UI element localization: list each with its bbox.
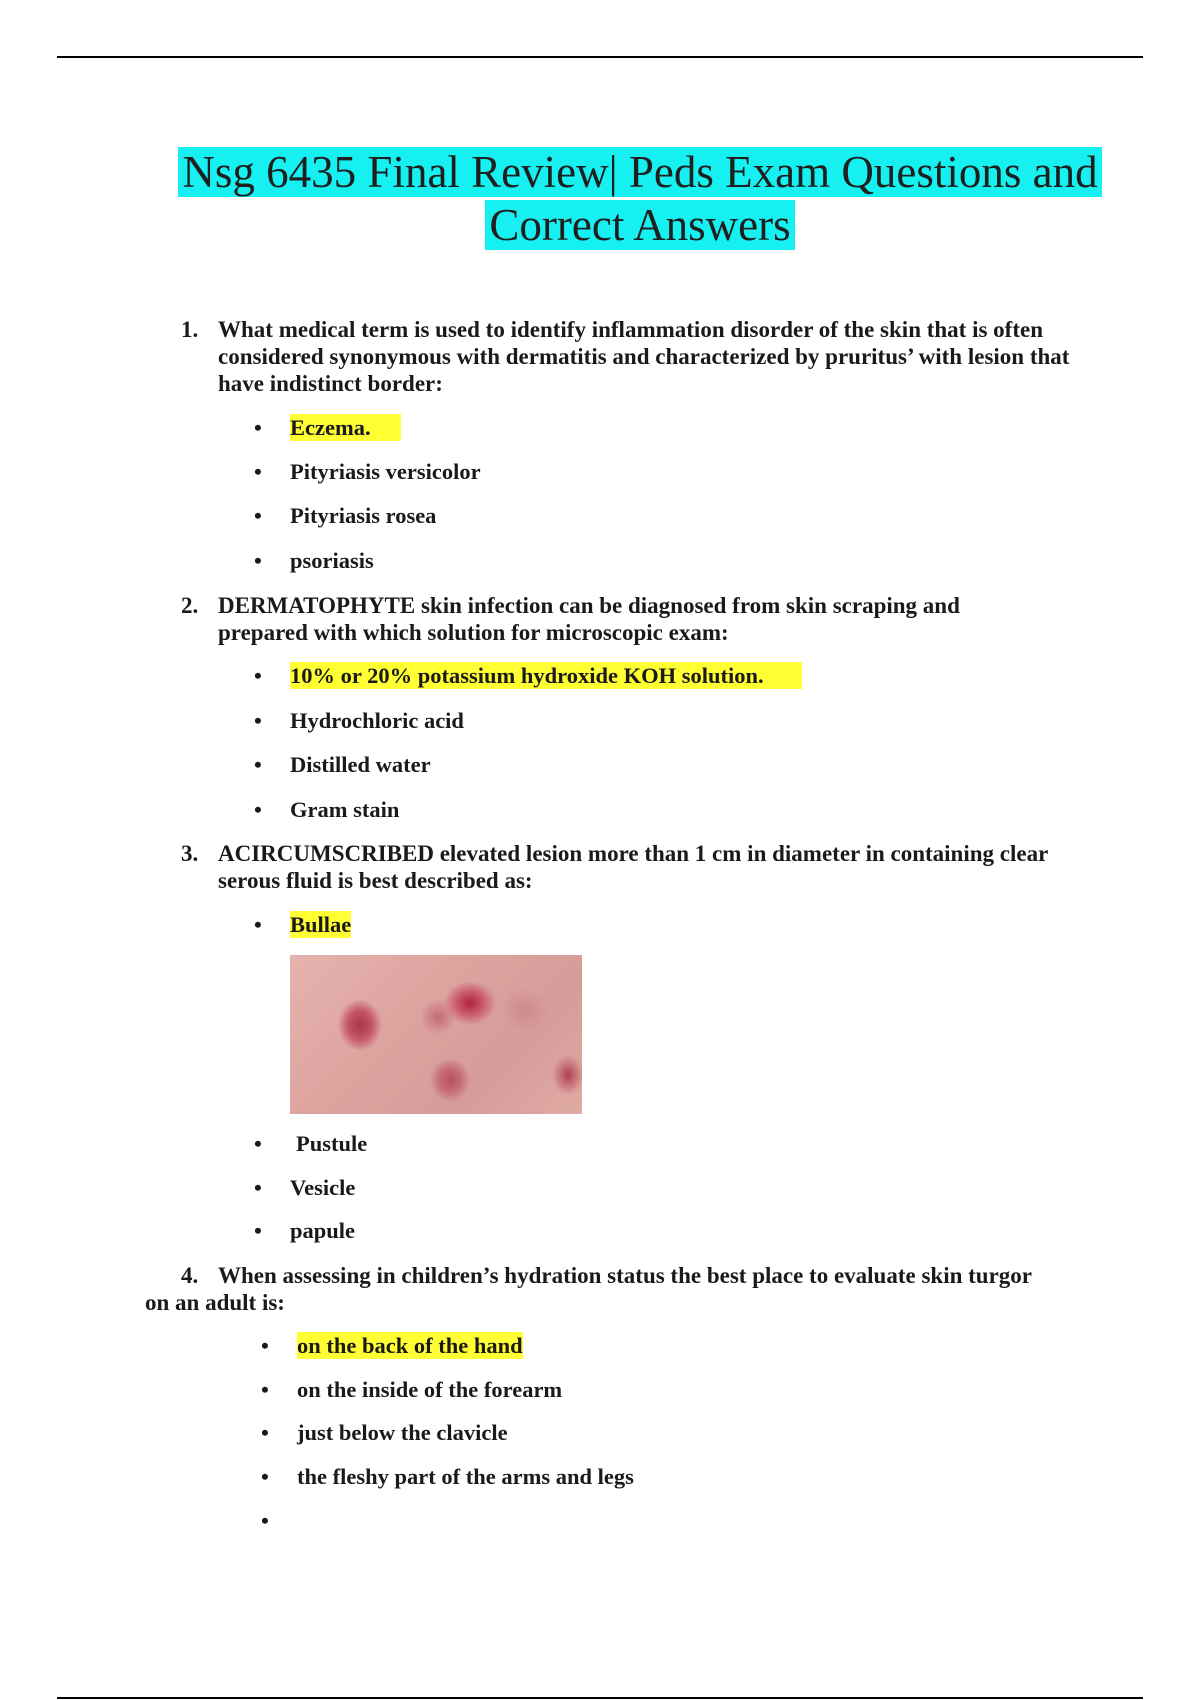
- question-text-line-2: on an adult is:: [145, 1290, 285, 1315]
- bullet: •: [254, 708, 262, 733]
- option-label: Distilled water: [290, 752, 431, 777]
- option-label: on the inside of the forearm: [297, 1377, 563, 1402]
- bullet: •: [261, 1377, 269, 1402]
- option-label: psoriasis: [290, 548, 374, 573]
- option-label: Pityriasis rosea: [290, 503, 437, 528]
- title-line-1: Nsg 6435 Final Review| Peds Exam Questions and: [178, 147, 1101, 197]
- question-text: What medical term is used to identify inflammation disorder of the skin that is often considered synonymous with dermatitis and characterized by pruritus’ with lesion that have indistinct border:: [218, 317, 1070, 396]
- bullae-skin-photo: [290, 955, 582, 1114]
- question-4: [181, 1262, 1121, 1289]
- bullet: •: [261, 1420, 269, 1445]
- bullet: •: [254, 459, 262, 484]
- option-label: Gram stain: [290, 797, 400, 822]
- bullet: •: [261, 1464, 269, 1489]
- bullet: •: [254, 663, 262, 688]
- question-1: [181, 316, 1081, 397]
- question-number: 1.: [181, 317, 199, 342]
- top-rule: [57, 56, 1143, 58]
- bullet: •: [254, 797, 262, 822]
- bullet: •: [254, 415, 262, 440]
- option-label: just below the clavicle: [297, 1420, 508, 1445]
- option-label: the fleshy part of the arms and legs: [297, 1464, 634, 1489]
- answer-label: Eczema.: [290, 414, 401, 441]
- question-3: [181, 840, 1081, 894]
- answer-label: Bullae: [290, 912, 352, 937]
- bullet: •: [254, 912, 262, 937]
- question-2: [181, 592, 1081, 646]
- question-4-continued: [145, 1289, 745, 1316]
- document-title: [140, 146, 1140, 252]
- question-number: 3.: [181, 841, 199, 866]
- answer-label: 10% or 20% potassium hydroxide KOH solution.: [290, 662, 802, 689]
- question-number: 2.: [181, 593, 199, 618]
- bullet: •: [261, 1508, 269, 1533]
- question-text: DERMATOPHYTE skin infection can be diagnosed from skin scraping and prepared with which solution for microscopic exam:: [218, 593, 960, 645]
- bullet: •: [254, 1131, 262, 1156]
- option-label: Vesicle: [290, 1175, 356, 1200]
- answer-label: on the back of the hand: [297, 1333, 523, 1358]
- bullet: •: [254, 548, 262, 573]
- title-line-2: Correct Answers: [485, 200, 794, 250]
- question-text-line-1: When assessing in children’s hydration status the best place to evaluate skin turgor: [218, 1263, 1033, 1288]
- bullet: •: [254, 1218, 262, 1243]
- question-text: ACIRCUMSCRIBED elevated lesion more than 1 cm in diameter in containing clear serous fluid is best described as:: [218, 841, 1048, 893]
- option-label: Pustule: [296, 1131, 368, 1156]
- option-label: papule: [290, 1218, 356, 1243]
- bullet: •: [254, 752, 262, 777]
- option-label: Pityriasis versicolor: [290, 459, 481, 484]
- bullet: •: [254, 1175, 262, 1200]
- question-number: 4.: [181, 1263, 199, 1288]
- option-label: Hydrochloric acid: [290, 708, 464, 733]
- bullet: •: [261, 1333, 269, 1358]
- bullet: •: [254, 503, 262, 528]
- bottom-rule: [57, 1697, 1143, 1699]
